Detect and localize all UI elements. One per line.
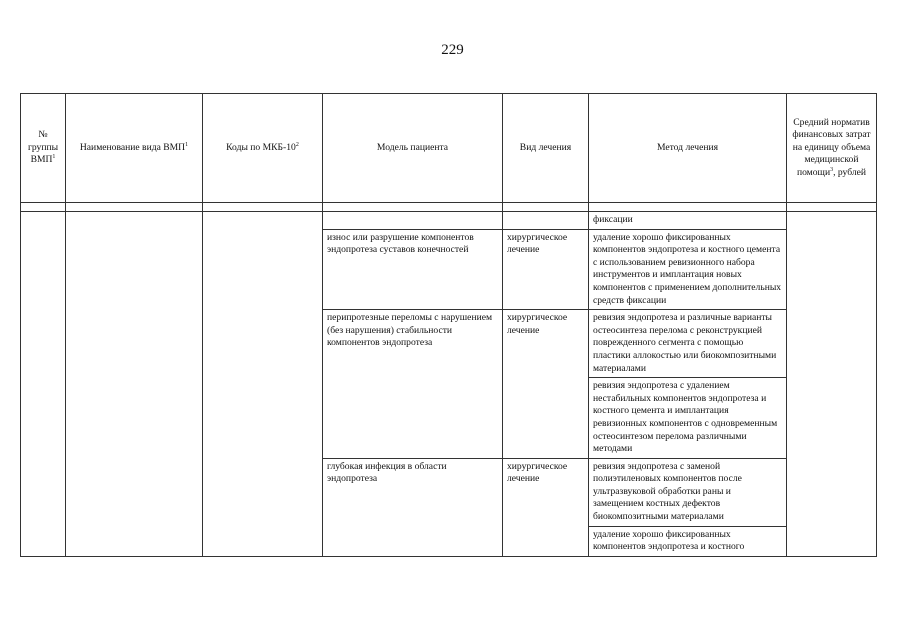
model-cell: перипротезные переломы с нарушением (без нарушения) стабильности компонентов эндопротеза <box>323 310 503 459</box>
method-cell: ревизия эндопротеза с заменой полиэтиленовых компонентов после ультразвуковой обработки раны и замещением костных дефектов биокомпозитными материалами <box>589 458 787 526</box>
header-method: Метод лечения <box>589 94 787 203</box>
header-name: Наименование вида ВМП$^1$ <box>66 94 203 203</box>
medical-care-table <box>20 93 877 557</box>
method-cell-continued <box>589 556 787 557</box>
header-treatment: Вид лечения <box>503 94 589 203</box>
method-cell: фиксации <box>589 212 787 230</box>
table-row <box>21 212 877 230</box>
method-cell: удаление хорошо фиксированных компонентов эндопротеза и костного цемента с использованием ревизионного набора инструментов и имплантация новых компонентов с применением дополнительных средств фиксации <box>589 229 787 310</box>
model-cell <box>323 212 503 230</box>
header-model: Модель пациента <box>323 94 503 203</box>
method-cell: ревизия эндопротеза и различные варианты остеосинтеза перелома с реконструкцией поврежденного сегмента с помощью пластики аллокостью или биокомпозитными материалами <box>589 310 787 378</box>
model-cell: износ или разрушение компонентов эндопротеза суставов конечностей <box>323 229 503 310</box>
treatment-cell <box>503 212 589 230</box>
page-number: 229 <box>441 42 464 58</box>
method-cell: удаление хорошо фиксированных компонентов эндопротеза и костного <box>589 526 787 556</box>
codes-cell <box>203 212 323 557</box>
header-group: № группы ВМП$^1$ <box>21 94 66 203</box>
treatment-cell: хирургическое лечение <box>503 229 589 310</box>
cost-cell <box>787 212 877 557</box>
treatment-cell: хирургическое лечение <box>503 458 589 557</box>
model-cell: глубокая инфекция в области эндопротеза <box>323 458 503 557</box>
header-codes: Коды по МКБ-$10^2$ <box>203 94 323 203</box>
group-cell <box>21 212 66 557</box>
spacer-row <box>21 203 877 212</box>
treatment-cell: хирургическое лечение <box>503 310 589 459</box>
header-cost: Средний норматив финансовых затрат на единицу объема медицинской помощи$^3$, рублей <box>787 94 877 203</box>
name-cell <box>66 212 203 557</box>
method-cell: ревизия эндопротеза с удалением нестабильных компонентов эндопротеза и костного цемента и имплантация ревизионных компонентов с одновременным остеосинтезом перелома различными методами <box>589 378 787 459</box>
header-row <box>21 94 877 203</box>
